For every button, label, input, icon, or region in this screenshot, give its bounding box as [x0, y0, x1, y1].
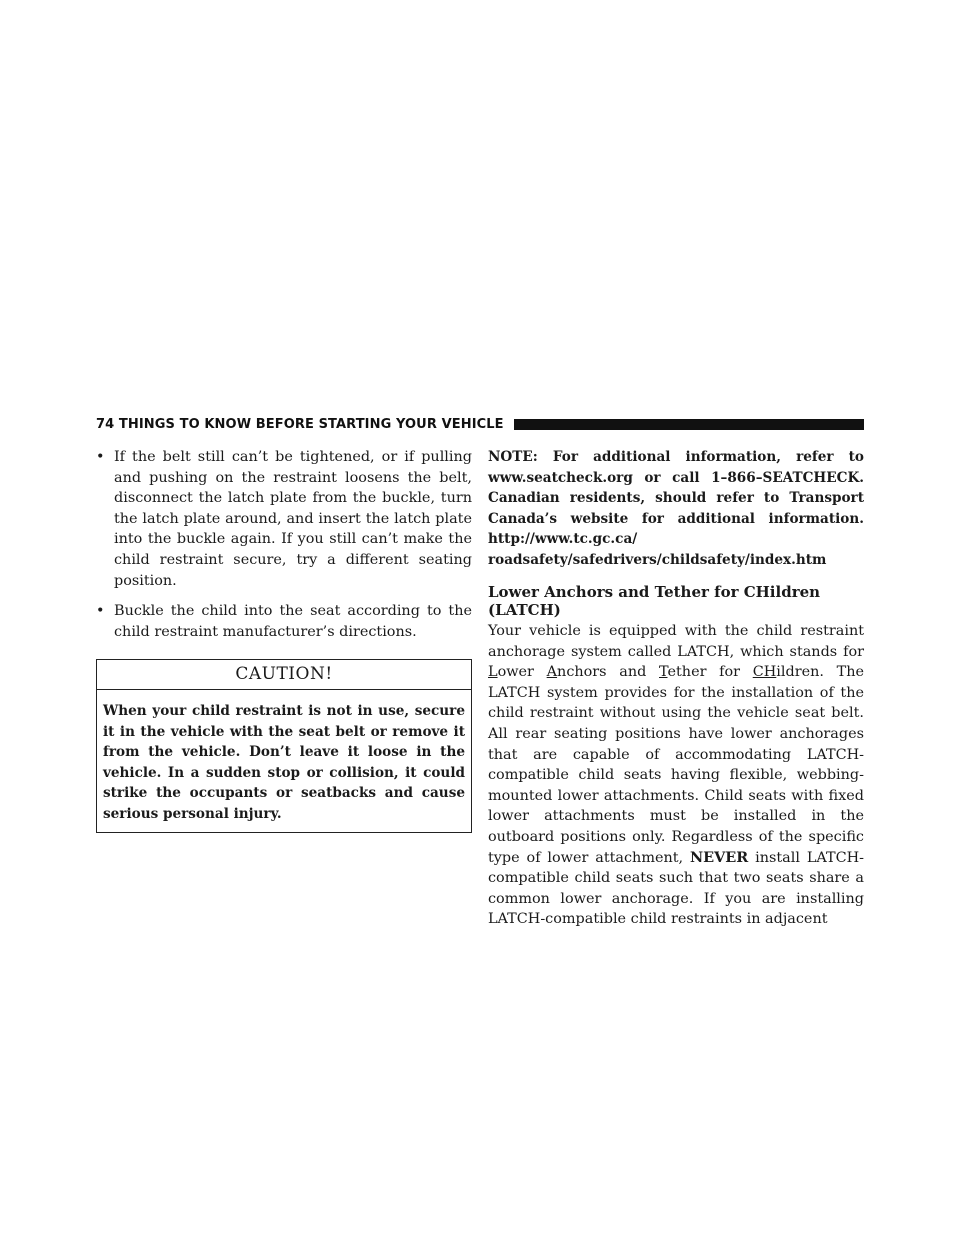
left-column [96, 447, 472, 833]
para-text: install LATCH-compatible child seats such that two seats share a common lower anchorage. If you are installing LATCH-compatible child restraints in adjacent [488, 849, 864, 928]
page-number-and-section: 74 THINGS TO KNOW BEFORE STARTING YOUR VEHICLE [96, 416, 504, 432]
bullet-icon: • [96, 449, 105, 465]
underlined-letter: L [488, 664, 498, 681]
para-text: Your vehicle is equipped with the child restraint anchorage system called LATCH, which stands for [488, 623, 864, 660]
para-text: ower [497, 664, 547, 681]
caution-box [96, 659, 472, 833]
page-header [96, 415, 864, 433]
latch-paragraph [488, 621, 864, 930]
right-column [488, 447, 864, 930]
underlined-letter: T [659, 664, 668, 681]
section-heading: Lower Anchors and Tether for CHildren (LATCH) [488, 583, 821, 619]
list-item [96, 447, 472, 591]
bullet-text: Buckle the child into the seat according to the child restraint manufacturer’s directions. [114, 603, 472, 640]
list-item [96, 601, 472, 642]
emphasis-never: NEVER [690, 848, 749, 866]
bullet-text: If the belt still can’t be tightened, or if pulling and pushing on the restraint loosens the belt, disconnect the latch plate from the buckle, turn the latch plate around, and insert the latch plate into the buckle again. If you still can’t make the child restraint secure, try a different seating position. [114, 449, 472, 589]
note-paragraph: NOTE: For additional information, refer to www.seatcheck.org or call 1–866–SEATCHECK. Canadian residents, should refer to Transport Canada’s website for additional information. http://www.tc.gc.ca/ roadsafety/safedrivers/childsafety/index.htm [488, 449, 864, 568]
underlined-letter: A [546, 664, 558, 681]
caution-body: When your child restraint is not in use, secure it in the vehicle with the seat belt or remove it from the vehicle. Don’t leave it loose in the vehicle. In a sudden stop or collision, it could strike the occupants or seatbacks and cause serious personal injury. [103, 703, 465, 822]
para-text: ether for [667, 664, 753, 681]
para-text: nchors and [557, 664, 660, 681]
header-rule [514, 419, 864, 430]
underlined-letter: CH [752, 664, 777, 681]
bullet-icon: • [96, 603, 105, 620]
caution-title: CAUTION! [97, 660, 471, 690]
para-text: ildren. The LATCH system provides for the installation of the child restraint without using the vehicle seat belt. All rear seating positions have lower anchorages that are capable of accommodating LATCH-compatible child seats having flexible, webbing-mounted lower attachments. Child seats with fixed lower attachments must be installed in the outboard positions only. Regardless of the specific type of lower attachment, [488, 664, 865, 866]
